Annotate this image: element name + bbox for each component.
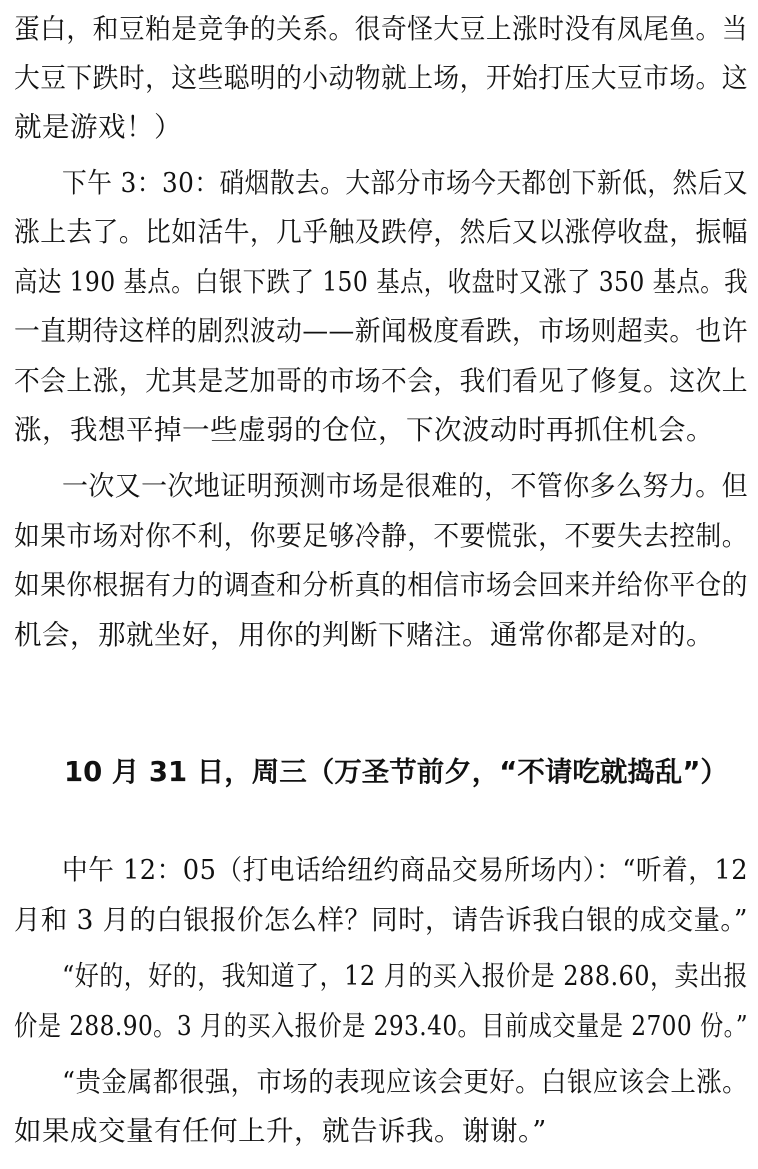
paragraph-6-line-2: 如果成交量有任何上升，就告诉我。谢谢。”	[14, 1115, 547, 1147]
paragraph-6-line-1: “贵金属都很强，市场的表现应该会更好。白银应该会上涨。	[62, 1066, 748, 1098]
paragraph-1-line-1: 蛋白，和豆粕是竞争的关系。很奇怪大豆上涨时没有凤尾鱼。当	[14, 13, 748, 45]
section-heading: 10 月 31 日，周三（万圣节前夕，“不请吃就捣乱”）	[64, 756, 728, 788]
paragraph-2-line-6: 涨，我想平掉一些虚弱的仓位，下次波动时再抓住机会。	[14, 414, 714, 446]
paragraph-3-line-3: 如果你根据有力的调查和分析真的相信市场会回来并给你平仓的	[14, 569, 748, 601]
paragraph-3-line-1: 一次又一次地证明预测市场是很难的，不管你多么努力。但	[62, 470, 748, 502]
paragraph-1-line-3: 就是游戏！）	[14, 111, 182, 143]
paragraph-2-line-5: 不会上涨，尤其是芝加哥的市场不会，我们看见了修复。这次上	[14, 365, 748, 397]
paragraph-1-line-2: 大豆下跌时，这些聪明的小动物就上场，开始打压大豆市场。这	[14, 62, 748, 94]
paragraph-5-line-1: “好的，好的，我知道了，12 月的买入报价是 288.60，卖出报	[62, 960, 748, 992]
paragraph-2-line-4: 一直期待这样的剧烈波动——新闻极度看跌，市场则超卖。也许	[14, 315, 748, 347]
paragraph-5-line-2: 价是 288.90。3 月的买入报价是 293.40。目前成交量是 2700 份。”	[14, 1010, 749, 1042]
paragraph-2-line-1: 下午 3：30：硝烟散去。大部分市场今天都创下新低，然后又	[62, 167, 748, 199]
paragraph-2-line-2: 涨上去了。比如活牛，几乎触及跌停，然后又以涨停收盘，振幅	[14, 216, 748, 248]
paragraph-3-line-2: 如果市场对你不利，你要足够冷静，不要慌张，不要失去控制。	[14, 520, 748, 552]
paragraph-3-line-4: 机会，那就坐好，用你的判断下赌注。通常你都是对的。	[14, 619, 714, 651]
paragraph-4-line-1: 中午 12：05（打电话给纽约商品交易所场内）：“听着，12	[62, 854, 749, 886]
paragraph-4-line-2: 月和 3 月的白银报价怎么样？同时，请告诉我白银的成交量。”	[14, 904, 748, 936]
paragraph-2-line-3: 高达 190 基点。白银下跌了 150 基点，收盘时又涨了 350 基点。我	[14, 266, 749, 298]
